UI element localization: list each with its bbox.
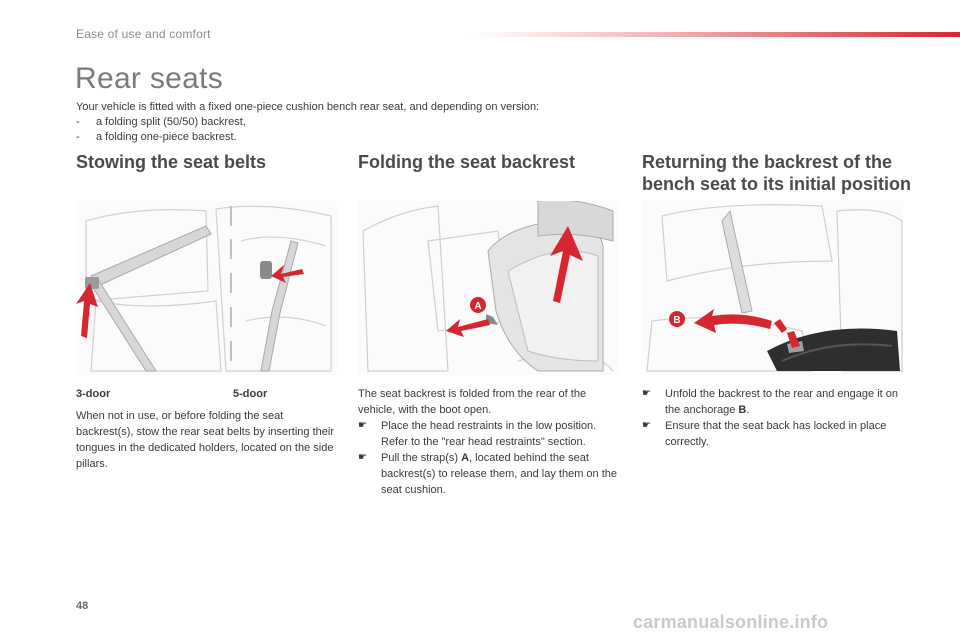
folding-text-block <box>358 386 623 498</box>
heading-folding-backrest: Folding the seat backrest <box>358 152 576 172</box>
list-dash: - <box>76 116 80 128</box>
list-item: ☛ Unfold the backrest to the rear and engage it on the anchorage B. <box>642 388 898 416</box>
pointing-hand-icon: ☛ <box>642 388 651 399</box>
seat-belt-drawing <box>76 201 337 375</box>
callout-label: A <box>474 301 482 312</box>
seat-belt-illustration <box>76 201 337 375</box>
intro-list-item: - a folding one-piece backrest. <box>76 131 237 143</box>
stowing-text: When not in use, or before folding the seat backrest(s), stow the rear seat belts by inserting their tongues in the dedicated holders, located on the side pillars. <box>76 410 334 470</box>
pointing-hand-icon: ☛ <box>358 452 367 463</box>
pointing-hand-icon: ☛ <box>358 420 367 431</box>
heading-stowing-seat-belts: Stowing the seat belts <box>76 152 267 172</box>
folding-intro: The seat backrest is folded from the rear of the vehicle, with the boot open. <box>358 388 587 416</box>
returning-text-block <box>642 386 907 450</box>
intro-list <box>76 115 636 145</box>
caption-5-door: 5-door <box>233 388 268 400</box>
list-item: ☛ Ensure that the seat back has locked in place correctly. <box>642 420 887 448</box>
red-arrow-icon <box>446 319 490 337</box>
caption-3-door: 3-door <box>76 388 111 400</box>
list-item: ☛ Pull the strap(s) A, located behind the seat backrest(s) to release them, and lay them on the seat cushion. <box>358 452 618 496</box>
watermark: carmanualsonline.info <box>633 612 829 632</box>
list-item: ☛ Place the head restraints in the low position. Refer to the "rear head restraints" section. <box>358 420 597 448</box>
page-number: 48 <box>76 600 89 612</box>
intro-list-item: - a folding split (50/50) backrest, <box>76 116 246 128</box>
list-dash: - <box>76 131 80 143</box>
red-arrow-icon <box>694 309 800 348</box>
folding-backrest-drawing <box>358 201 619 375</box>
folding-steps <box>358 418 623 498</box>
section-label: Ease of use and comfort <box>76 27 211 41</box>
returning-backrest-illustration <box>642 201 903 375</box>
page-title: Rear seats <box>75 62 224 95</box>
returning-steps <box>642 386 907 450</box>
intro-block <box>76 100 636 145</box>
heading-returning-backrest: Returning the backrest of the bench seat to its initial position <box>642 152 912 194</box>
returning-backrest-drawing <box>642 201 903 375</box>
pointing-hand-icon: ☛ <box>642 420 651 431</box>
callout-label: B <box>673 315 681 326</box>
intro-text: Your vehicle is fitted with a fixed one-piece cushion bench rear seat, and depending on version: <box>76 101 540 113</box>
header-accent-rule <box>470 32 960 37</box>
folding-backrest-illustration <box>358 201 619 375</box>
